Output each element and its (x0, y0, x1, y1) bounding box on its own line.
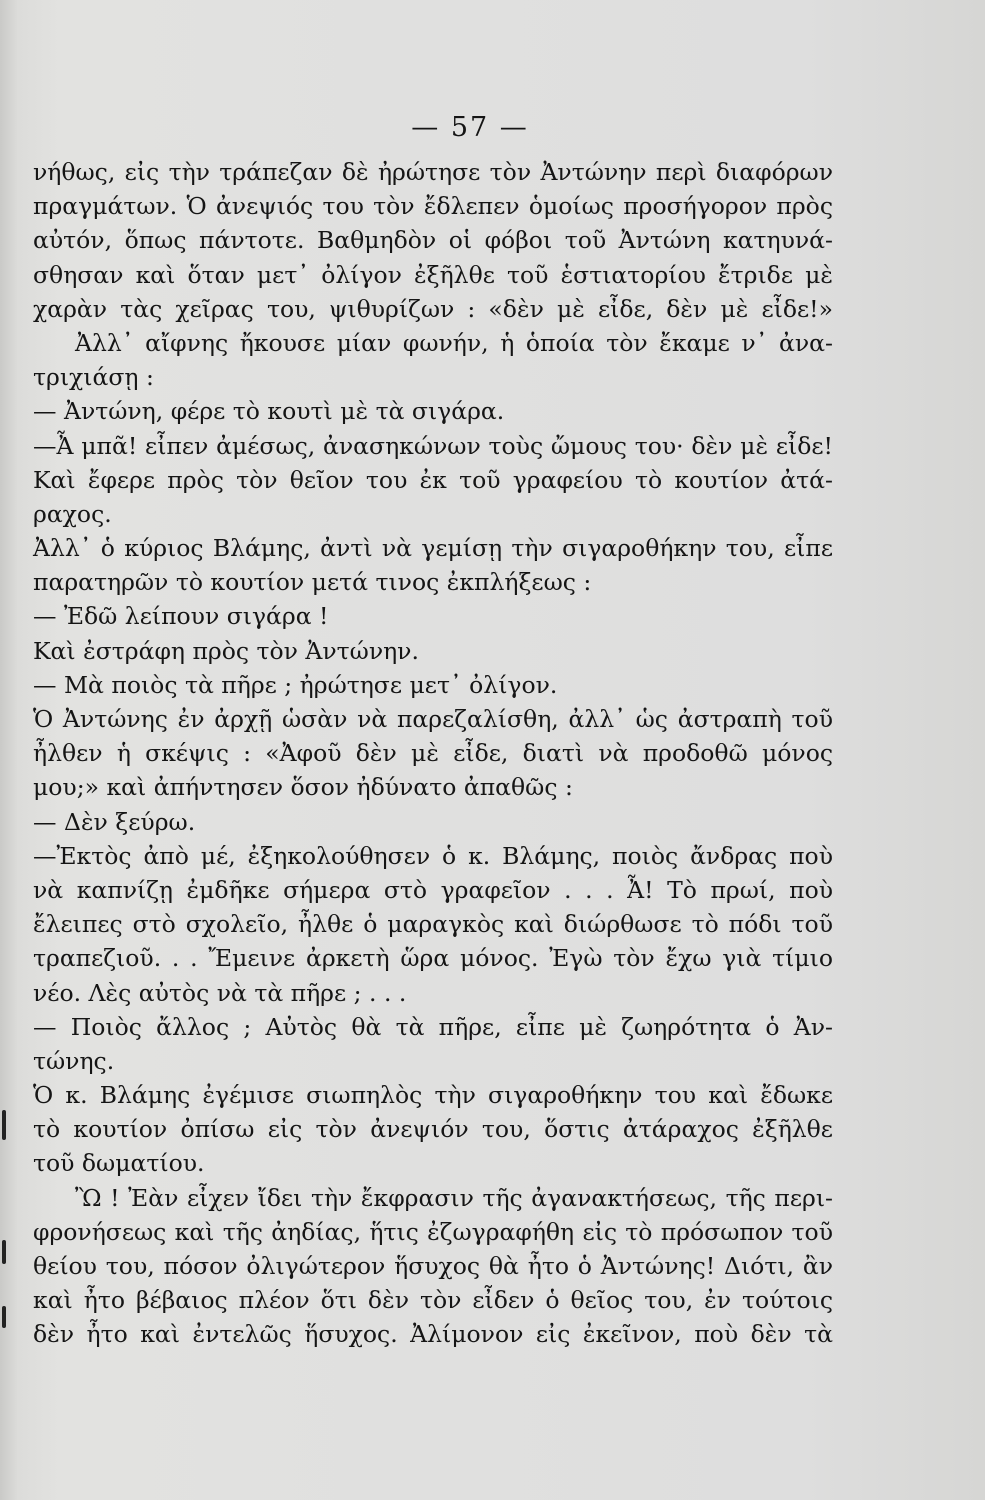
text-line: — Μὰ ποιὸς τὰ πῆρε ; ἠρώτησε μετ᾽ ὀλίγον. (33, 670, 558, 699)
text-line: παρατηρῶν τὸ κουτίον μετά τινος ἐκπλήξεως : (33, 568, 592, 597)
text-line: Ὁ κ. Βλάμης ἐγέμισε σιωπηλὸς τὴν σιγαροθήκην του καὶ ἔδωκε (33, 1081, 833, 1110)
text-line: Καὶ ἐστράφη πρὸς τὸν Ἀντώνην. (33, 636, 419, 665)
page-edge-mark (2, 1240, 6, 1264)
page-edge-mark (2, 1306, 6, 1328)
text-line: Ἀλλ᾽ αἴφνης ἤκουσε μίαν φωνήν, ἡ ὁποία τὸν ἔκαμε ν᾽ ἀνα- (75, 328, 833, 357)
text-line: καὶ ἦτο βέβαιος πλέον ὅτι δὲν τὸν εἶδεν ὁ θεῖος του, ἐν τούτοις (33, 1286, 833, 1315)
text-line: νήθως, εἰς τὴν τράπεζαν δὲ ἠρώτησε τὸν Ἀντώνην περὶ διαφόρων (33, 158, 833, 186)
text-line: νέο. Λὲς αὐτὸς νὰ τὰ πῆρε ; . . . (33, 978, 407, 1007)
text-line: — Ἐδῶ λείπουν σιγάρα ! (33, 602, 329, 631)
text-line: φρονήσεως καὶ τῆς ἀηδίας, ἥτις ἐζωγραφήθη εἰς τὸ πρόσωπον τοῦ (33, 1217, 833, 1246)
text-line: χαρὰν τὰς χεῖρας του, ψιθυρίζων : «δὲν μὲ εἶδε, δὲν μὲ εἶδε!» (33, 294, 833, 323)
text-line: σθησαν καὶ ὅταν μετ᾽ ὀλίγον ἐξῆλθε τοῦ ἑστιατορίου ἔτριδε μὲ (33, 260, 833, 289)
text-line: Ὢ ! Ἐὰν εἶχεν ἴδει τὴν ἔκφρασιν τῆς ἀγανακτήσεως, τῆς περι- (75, 1183, 833, 1212)
text-line: ραχος. (33, 499, 112, 528)
text-line: —Ἐκτὸς ἀπὸ μέ, ἐξηκολούθησεν ὁ κ. Βλάμης, ποιὸς ἄνδρας ποὺ (33, 841, 833, 870)
text-line: τὸ κουτίον ὀπίσω εἰς τὸν ἀνεψιόν του, ὅστις ἀτάραχος ἐξῆλθε (33, 1115, 833, 1144)
page-number: — 57 — (411, 112, 529, 143)
text-line: ἔλειπες στὸ σχολεῖο, ἦλθε ὁ μαραγκὸς καὶ διώρθωσε τὸ πόδι τοῦ (33, 910, 833, 939)
text-line: τοῦ δωματίου. (33, 1149, 205, 1178)
text-line: αὐτόν, ὅπως πάντοτε. Βαθμηδὸν οἱ φόβοι τοῦ Ἀντώνη κατηυνά- (33, 226, 833, 255)
text-line: Ἀλλ᾽ ὁ κύριος Βλάμης, ἀντὶ νὰ γεμίσῃ τὴν σιγαροθήκην του, εἶπε (33, 534, 833, 563)
text-line: Ὁ Ἀντώνης ἐν ἀρχῇ ὡσὰν νὰ παρεζαλίσθη, ἀλλ᾽ ὡς ἀστραπὴ τοῦ (33, 705, 833, 733)
text-line: τριχιάσῃ : (33, 363, 154, 392)
text-line: θείου του, πόσον ὀλιγώτερον ἥσυχος θὰ ἦτο ὁ Ἀντώνης! Διότι, ἂν (33, 1252, 833, 1280)
page-edge-mark (2, 1110, 6, 1140)
text-line: μου;» καὶ ἀπήντησεν ὅσον ἠδύνατο ἀπαθῶς : (33, 773, 573, 802)
text-line: — Ποιὸς ἄλλος ; Αὐτὸς θὰ τὰ πῆρε, εἶπε μὲ ζωηρότητα ὁ Ἀν- (33, 1012, 833, 1041)
body-text (33, 155, 833, 1352)
text-line: Καὶ ἔφερε πρὸς τὸν θεῖον του ἐκ τοῦ γραφείου τὸ κουτίον ἀτά- (33, 465, 833, 494)
text-line: πραγμάτων. Ὁ ἀνεψιός του τὸν ἔδλεπεν ὁμοίως προσήγορον πρὸς (33, 192, 833, 221)
text-line: νὰ καπνίζῃ ἐμδῆκε σήμερα στὸ γραφεῖον . . . Ἆ! Τὸ πρωί, ποὺ (33, 875, 833, 904)
text-line: τραπεζιοῦ. . . Ἔμεινε ἀρκετὴ ὥρα μόνος. Ἐγὼ τὸν ἔχω γιὰ τίμιο (33, 944, 833, 973)
text-line: ἦλθεν ἡ σκέψις : «Ἀφοῦ δὲν μὲ εἶδε, διατὶ νὰ προδοθῶ μόνος (33, 739, 833, 768)
text-line: δὲν ἦτο καὶ ἐντελῶς ἥσυχος. Ἀλίμονον εἰς ἐκεῖνον, ποὺ δὲν τὰ (33, 1320, 833, 1349)
text-line: τώνης. (33, 1046, 115, 1075)
text-line: — Ἀντώνη, φέρε τὸ κουτὶ μὲ τὰ σιγάρα. (33, 397, 505, 426)
text-line: — Δὲν ξεύρω. (33, 807, 196, 836)
text-line: —Ἆ μπᾶ! εἶπεν ἀμέσως, ἀνασηκώνων τοὺς ὤμους του· δὲν μὲ εἶδε! (33, 431, 833, 460)
